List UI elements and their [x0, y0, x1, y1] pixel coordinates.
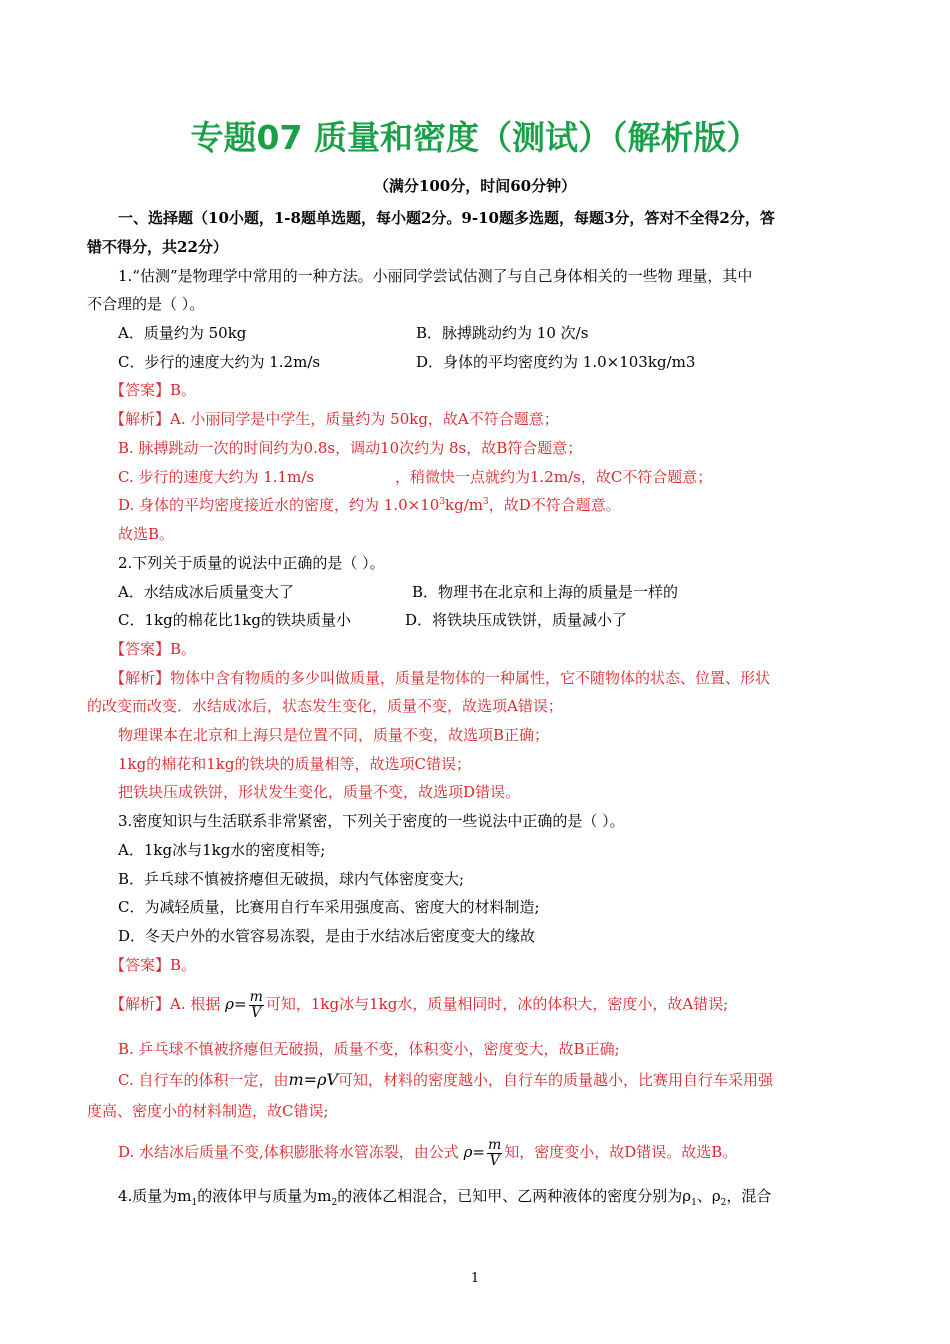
explanation-text: 可知，1kg冰与1kg水，质量相同时，冰的体积大，密度小，故A错误; [265, 995, 729, 1013]
explanation-text: 知，密度变小，故D错误。故选B。 [504, 1143, 738, 1161]
q1-explanation-4 [118, 495, 621, 515]
explanation-text: kg/m [445, 496, 484, 514]
q3-option-b: B．乒乓球不慎被挤瘪但无破损，球内气体密度变大; [118, 870, 465, 888]
stem-text: 4.质量为m [118, 1187, 192, 1205]
q1-explanation-3b: ，稍微快一点就约为1.2m/s，故C不符合题意； [395, 468, 713, 486]
answer-value: B。 [170, 956, 197, 974]
page-title: 专题07 质量和密度（测试）（解析版） [190, 118, 760, 157]
page-number: 1 [470, 1271, 480, 1286]
rho-symbol: ρ [463, 1143, 473, 1161]
answer-label: 【答案】 [110, 640, 171, 658]
superscript: 3 [483, 497, 489, 507]
q1-conclusion: 故选B。 [118, 525, 175, 543]
q2-option-b: B．物理书在北京和上海的质量是一样的 [412, 583, 679, 601]
mass-formula: m=ρV [288, 1070, 339, 1089]
answer-value: B。 [170, 640, 197, 658]
subscript: 1 [691, 1198, 697, 1208]
q4-stem [118, 1186, 771, 1206]
explanation-text: ，故D不符合题意。 [488, 496, 621, 514]
q1-explanation-3a: C. 步行的速度大约为 1.1m/s [118, 468, 315, 486]
q3-stem: 3.密度知识与生活联系非常紧密，下列关于密度的一些说法中正确的是（ ）。 [118, 812, 625, 830]
superscript: 3 [439, 497, 446, 507]
stem-text: 的液体甲与质量为m [197, 1187, 332, 1205]
q3-explanation-b: B. 乒乓球不慎被挤瘪但无破损，质量不变，体积变小，密度变大，故B正确; [118, 1040, 620, 1058]
q3-explanation-a [110, 982, 728, 1026]
explanation-text: D. 身体的平均密度接近水的密度，约为 1.0×10 [118, 496, 440, 514]
q2-answer [110, 639, 196, 659]
fraction [487, 1138, 502, 1169]
subscript: 1 [191, 1198, 198, 1208]
q1-answer [110, 380, 196, 400]
explanation-label: 【解析】 [110, 995, 171, 1013]
answer-label: 【答案】 [110, 956, 171, 974]
q3-explanation-c [118, 1070, 773, 1090]
answer-value: B。 [170, 381, 197, 399]
q2-option-d: D．将铁块压成铁饼，质量减小了 [405, 611, 628, 629]
q1-explanation-2: B. 脉搏跳动一次的时间约为0.8s，调动10次约为 8s，故B符合题意； [118, 439, 583, 457]
density-formula-2 [463, 1136, 505, 1169]
explanation-text: C. 自行车的体积一定，由 [118, 1071, 289, 1089]
q2-explanation-1-cont: 的改变而改变．水结成冰后，状态发生变化，质量不变，故选项A错误； [87, 697, 563, 715]
explanation-text: A. 根据 [170, 995, 221, 1013]
equals-sign: = [234, 995, 247, 1013]
q3-option-a: A．1kg冰与1kg水的密度相等; [118, 841, 326, 859]
explanation-label: 【解析】 [110, 410, 171, 428]
q2-explanation-1 [110, 668, 770, 688]
answer-label: 【答案】 [110, 381, 171, 399]
explanation-text: A. 小丽同学是中学生，质量约为 50kg，故A不符合题意； [170, 410, 559, 428]
q2-explanation-4: 把铁块压成铁饼，形状发生变化，质量不变，故选项D错误。 [118, 783, 521, 801]
q3-explanation-d [118, 1130, 737, 1174]
fraction-denominator: V [489, 1152, 500, 1169]
q3-explanation-c-cont: 度高、密度小的材料制造，故C错误; [87, 1102, 329, 1120]
q1-explanation-1 [110, 409, 559, 429]
fraction [249, 990, 264, 1021]
density-formula [225, 988, 266, 1021]
explanation-text: 可知，材料的密度越小，自行车的质量越小，比赛用自行车采用强 [338, 1071, 774, 1089]
q1-stem-cont: 不合理的是（ ）。 [87, 295, 205, 313]
q1-option-a: A．质量约为 50kg [118, 324, 247, 342]
fraction-numerator: m [249, 988, 263, 1005]
q1-option-d: D．身体的平均密度约为 1.0×103kg/m3 [416, 353, 696, 371]
q2-option-c: C．1kg的棉花比1kg的铁块质量小 [118, 611, 351, 629]
q2-option-a: A．水结成冰后质量变大了 [118, 583, 294, 601]
q3-option-c: C．为减轻质量，比赛用自行车采用强度高、密度大的材料制造; [118, 898, 540, 916]
explanation-text: D. 水结冰后质量不变,体积膨胀将水管冻裂，由公式 [118, 1143, 459, 1161]
q3-answer [110, 955, 196, 975]
q1-option-c: C．步行的速度大约为 1.2m/s [118, 353, 321, 371]
stem-text: 、ρ [696, 1187, 721, 1205]
subscript: 2 [720, 1198, 727, 1208]
section-heading-cont: 错不得分，共22分） [87, 238, 228, 256]
page-subtitle: （满分100分，时间60分钟） [373, 177, 577, 195]
q3-option-d: D．冬天户外的水管容易冻裂，是由于水结冰后密度变大的缘故 [118, 927, 536, 945]
explanation-label: 【解析】 [110, 669, 171, 687]
equals-sign: = [472, 1143, 485, 1161]
subscript: 2 [331, 1198, 338, 1208]
stem-text: ，混合 [726, 1187, 772, 1205]
rho-symbol: ρ [225, 995, 234, 1013]
q2-explanation-3: 1kg的棉花和1kg的铁块的质量相等，故选项C错误； [118, 755, 471, 773]
q2-explanation-2: 物理课本在北京和上海只是位置不同，质量不变，故选项B正确； [118, 726, 550, 744]
q1-option-b: B．脉搏跳动约为 10 次/s [416, 324, 589, 342]
fraction-numerator: m [488, 1136, 502, 1153]
stem-text: 的液体乙相混合，已知甲、乙两种液体的密度分别为ρ [337, 1187, 692, 1205]
q1-stem: 1.“估测”是物理学中常用的一种方法。小丽同学尝试估测了与自己身体相关的一些物 理量，其中 [118, 267, 753, 285]
explanation-text: 物体中含有物质的多少叫做质量，质量是物体的一种属性，它不随物体的状态、位置、形状 [170, 669, 771, 687]
fraction-denominator: V [251, 1004, 262, 1021]
section-heading: 一、选择题（10小题，1-8题单选题，每小题2分。9-10题多选题，每题3分，答对不全得2分，答 [118, 209, 775, 227]
q2-stem: 2.下列关于质量的说法中正确的是（ ）。 [118, 554, 385, 572]
